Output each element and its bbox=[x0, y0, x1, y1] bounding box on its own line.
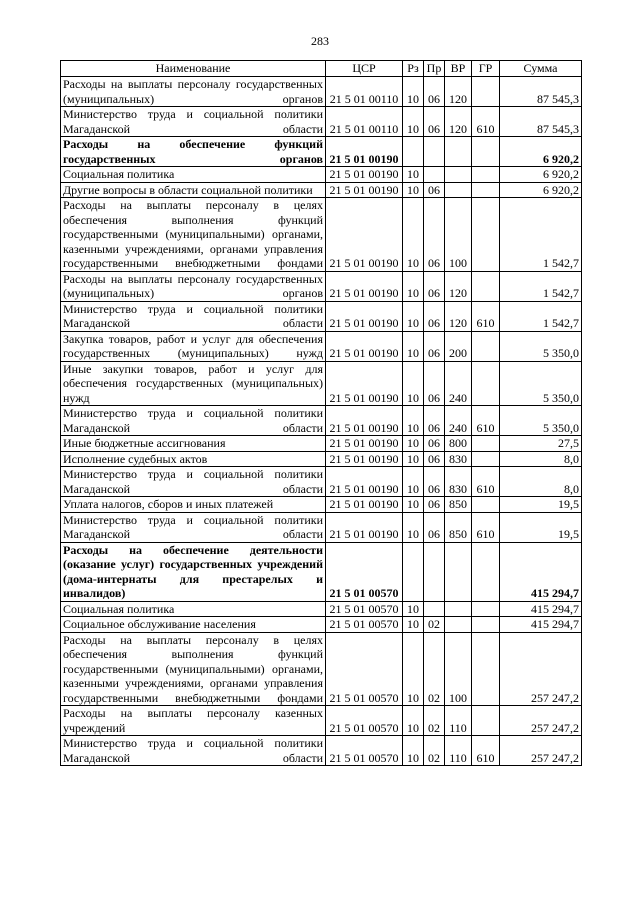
cell-pr: 06 bbox=[424, 451, 445, 467]
cell-rz: 10 bbox=[403, 77, 424, 107]
cell-sum: 19,5 bbox=[500, 497, 582, 513]
cell-sum: 87 545,3 bbox=[500, 107, 582, 137]
cell-rz: 10 bbox=[403, 632, 424, 706]
cell-rz: 10 bbox=[403, 167, 424, 183]
table-row bbox=[61, 361, 582, 406]
cell-name: Иные закупки товаров, работ и услуг для обеспечения государственных (муниципальных) нужд bbox=[61, 361, 326, 406]
cell-csr: 21 5 01 00190 bbox=[326, 137, 403, 167]
cell-sum: 6 920,2 bbox=[500, 182, 582, 198]
cell-csr: 21 5 01 00570 bbox=[326, 617, 403, 633]
cell-pr: 02 bbox=[424, 632, 445, 706]
cell-sum: 1 542,7 bbox=[500, 198, 582, 272]
cell-gr bbox=[472, 137, 500, 167]
cell-vr bbox=[445, 137, 472, 167]
cell-name: Исполнение судебных актов bbox=[61, 451, 326, 467]
table-row bbox=[61, 542, 582, 601]
cell-name: Расходы на выплаты персоналу казенных учреждений bbox=[61, 706, 326, 736]
cell-pr: 06 bbox=[424, 467, 445, 497]
table-row bbox=[61, 467, 582, 497]
cell-pr: 06 bbox=[424, 182, 445, 198]
cell-sum: 19,5 bbox=[500, 512, 582, 542]
cell-name: Министерство труда и социальной политики Магаданской области bbox=[61, 406, 326, 436]
cell-csr: 21 5 01 00110 bbox=[326, 107, 403, 137]
cell-name: Расходы на выплаты персоналу в целях обеспечения выполнения функций государственными (муниципальными) органами, казенными учреждениями, органами управления государственными внебюджетными фондами bbox=[61, 198, 326, 272]
cell-gr bbox=[472, 601, 500, 617]
cell-vr: 800 bbox=[445, 436, 472, 452]
cell-sum: 5 350,0 bbox=[500, 331, 582, 361]
cell-vr: 850 bbox=[445, 512, 472, 542]
cell-gr bbox=[472, 436, 500, 452]
cell-sum: 1 542,7 bbox=[500, 301, 582, 331]
cell-sum: 257 247,2 bbox=[500, 736, 582, 766]
cell-sum: 257 247,2 bbox=[500, 632, 582, 706]
table-row bbox=[61, 617, 582, 633]
table-row bbox=[61, 512, 582, 542]
cell-rz: 10 bbox=[403, 736, 424, 766]
cell-vr: 240 bbox=[445, 361, 472, 406]
cell-rz: 10 bbox=[403, 198, 424, 272]
cell-csr: 21 5 01 00570 bbox=[326, 706, 403, 736]
cell-pr: 02 bbox=[424, 736, 445, 766]
cell-sum: 415 294,7 bbox=[500, 542, 582, 601]
column-header-vr: ВР bbox=[445, 61, 472, 77]
cell-rz: 10 bbox=[403, 331, 424, 361]
cell-rz bbox=[403, 542, 424, 601]
table-row bbox=[61, 167, 582, 183]
cell-gr: 610 bbox=[472, 301, 500, 331]
budget-table bbox=[60, 60, 582, 766]
table-row bbox=[61, 198, 582, 272]
cell-pr: 06 bbox=[424, 271, 445, 301]
cell-gr bbox=[472, 331, 500, 361]
table-body bbox=[61, 77, 582, 766]
cell-name: Министерство труда и социальной политики Магаданской области bbox=[61, 512, 326, 542]
cell-gr bbox=[472, 617, 500, 633]
cell-sum: 8,0 bbox=[500, 467, 582, 497]
cell-pr: 02 bbox=[424, 617, 445, 633]
cell-name: Социальная политика bbox=[61, 601, 326, 617]
cell-name: Иные бюджетные ассигнования bbox=[61, 436, 326, 452]
cell-csr: 21 5 01 00190 bbox=[326, 331, 403, 361]
cell-pr: 06 bbox=[424, 301, 445, 331]
cell-pr bbox=[424, 601, 445, 617]
table-row bbox=[61, 736, 582, 766]
cell-vr: 120 bbox=[445, 77, 472, 107]
page-number: 283 bbox=[311, 34, 329, 48]
cell-rz: 10 bbox=[403, 512, 424, 542]
cell-name: Закупка товаров, работ и услуг для обеспечения государственных (муниципальных) нужд bbox=[61, 331, 326, 361]
cell-vr bbox=[445, 601, 472, 617]
table-row bbox=[61, 436, 582, 452]
cell-name: Уплата налогов, сборов и иных платежей bbox=[61, 497, 326, 513]
cell-gr bbox=[472, 497, 500, 513]
cell-pr bbox=[424, 167, 445, 183]
table-row bbox=[61, 271, 582, 301]
cell-pr: 06 bbox=[424, 497, 445, 513]
cell-csr: 21 5 01 00190 bbox=[326, 271, 403, 301]
cell-rz: 10 bbox=[403, 617, 424, 633]
cell-rz: 10 bbox=[403, 436, 424, 452]
cell-pr: 06 bbox=[424, 107, 445, 137]
cell-name: Расходы на выплаты персоналу государственных (муниципальных) органов bbox=[61, 271, 326, 301]
cell-csr: 21 5 01 00190 bbox=[326, 436, 403, 452]
cell-sum: 87 545,3 bbox=[500, 77, 582, 107]
cell-rz: 10 bbox=[403, 706, 424, 736]
cell-name: Расходы на обеспечение функций государственных органов bbox=[61, 137, 326, 167]
cell-vr bbox=[445, 167, 472, 183]
table-row bbox=[61, 77, 582, 107]
cell-rz: 10 bbox=[403, 301, 424, 331]
cell-name: Министерство труда и социальной политики Магаданской области bbox=[61, 107, 326, 137]
cell-vr: 100 bbox=[445, 198, 472, 272]
column-header-name: Наименование bbox=[61, 61, 326, 77]
cell-csr: 21 5 01 00570 bbox=[326, 632, 403, 706]
cell-csr: 21 5 01 00190 bbox=[326, 451, 403, 467]
table-row bbox=[61, 301, 582, 331]
cell-csr: 21 5 01 00110 bbox=[326, 77, 403, 107]
cell-gr bbox=[472, 271, 500, 301]
cell-gr bbox=[472, 632, 500, 706]
cell-vr bbox=[445, 542, 472, 601]
column-header-sum: Сумма bbox=[500, 61, 582, 77]
cell-vr: 200 bbox=[445, 331, 472, 361]
cell-pr: 06 bbox=[424, 198, 445, 272]
cell-vr: 120 bbox=[445, 271, 472, 301]
cell-vr: 110 bbox=[445, 736, 472, 766]
cell-rz: 10 bbox=[403, 451, 424, 467]
cell-csr: 21 5 01 00570 bbox=[326, 542, 403, 601]
cell-vr: 120 bbox=[445, 107, 472, 137]
cell-pr: 06 bbox=[424, 331, 445, 361]
cell-csr: 21 5 01 00190 bbox=[326, 406, 403, 436]
cell-gr bbox=[472, 167, 500, 183]
cell-rz: 10 bbox=[403, 271, 424, 301]
table-row bbox=[61, 107, 582, 137]
cell-sum: 415 294,7 bbox=[500, 601, 582, 617]
column-header-pr: Пр bbox=[424, 61, 445, 77]
cell-sum: 257 247,2 bbox=[500, 706, 582, 736]
table-row bbox=[61, 137, 582, 167]
cell-pr: 06 bbox=[424, 512, 445, 542]
cell-sum: 8,0 bbox=[500, 451, 582, 467]
table-row bbox=[61, 406, 582, 436]
cell-csr: 21 5 01 00190 bbox=[326, 182, 403, 198]
cell-pr: 06 bbox=[424, 436, 445, 452]
cell-pr bbox=[424, 137, 445, 167]
cell-pr bbox=[424, 542, 445, 601]
table-row bbox=[61, 601, 582, 617]
cell-gr bbox=[472, 451, 500, 467]
cell-sum: 1 542,7 bbox=[500, 271, 582, 301]
cell-gr: 610 bbox=[472, 406, 500, 436]
cell-name: Министерство труда и социальной политики Магаданской области bbox=[61, 301, 326, 331]
cell-rz: 10 bbox=[403, 182, 424, 198]
cell-gr: 610 bbox=[472, 467, 500, 497]
cell-csr: 21 5 01 00190 bbox=[326, 167, 403, 183]
cell-gr: 610 bbox=[472, 512, 500, 542]
cell-csr: 21 5 01 00190 bbox=[326, 198, 403, 272]
cell-rz: 10 bbox=[403, 361, 424, 406]
cell-vr: 120 bbox=[445, 301, 472, 331]
cell-csr: 21 5 01 00190 bbox=[326, 497, 403, 513]
table-row bbox=[61, 451, 582, 467]
cell-rz: 10 bbox=[403, 601, 424, 617]
table-row bbox=[61, 182, 582, 198]
cell-csr: 21 5 01 00190 bbox=[326, 467, 403, 497]
table-row bbox=[61, 497, 582, 513]
cell-gr: 610 bbox=[472, 107, 500, 137]
cell-vr: 110 bbox=[445, 706, 472, 736]
cell-gr: 610 bbox=[472, 736, 500, 766]
cell-vr: 830 bbox=[445, 467, 472, 497]
table-row bbox=[61, 706, 582, 736]
cell-name: Расходы на выплаты персоналу в целях обеспечения выполнения функций государственными (муниципальными) органами, казенными учреждениями, органами управления государственными внебюджетными фондами bbox=[61, 632, 326, 706]
cell-csr: 21 5 01 00190 bbox=[326, 361, 403, 406]
cell-name: Социальное обслуживание населения bbox=[61, 617, 326, 633]
cell-name: Другие вопросы в области социальной политики bbox=[61, 182, 326, 198]
cell-pr: 06 bbox=[424, 77, 445, 107]
cell-rz: 10 bbox=[403, 406, 424, 436]
cell-sum: 5 350,0 bbox=[500, 361, 582, 406]
cell-vr bbox=[445, 182, 472, 198]
cell-csr: 21 5 01 00190 bbox=[326, 301, 403, 331]
cell-gr bbox=[472, 182, 500, 198]
cell-gr bbox=[472, 198, 500, 272]
cell-name: Социальная политика bbox=[61, 167, 326, 183]
cell-name: Министерство труда и социальной политики Магаданской области bbox=[61, 467, 326, 497]
table-row bbox=[61, 632, 582, 706]
cell-rz: 10 bbox=[403, 497, 424, 513]
table-row bbox=[61, 331, 582, 361]
cell-vr: 240 bbox=[445, 406, 472, 436]
cell-csr: 21 5 01 00570 bbox=[326, 601, 403, 617]
column-header-gr: ГР bbox=[472, 61, 500, 77]
table-header-row bbox=[61, 61, 582, 77]
cell-name: Расходы на обеспечение деятельности (оказание услуг) государственных учреждений (дома-интернаты для престарелых и инвалидов) bbox=[61, 542, 326, 601]
cell-sum: 6 920,2 bbox=[500, 137, 582, 167]
cell-vr bbox=[445, 617, 472, 633]
cell-sum: 6 920,2 bbox=[500, 167, 582, 183]
cell-csr: 21 5 01 00570 bbox=[326, 736, 403, 766]
cell-name: Расходы на выплаты персоналу государственных (муниципальных) органов bbox=[61, 77, 326, 107]
cell-csr: 21 5 01 00190 bbox=[326, 512, 403, 542]
cell-vr: 100 bbox=[445, 632, 472, 706]
column-header-csr: ЦСР bbox=[326, 61, 403, 77]
column-header-rz: Рз bbox=[403, 61, 424, 77]
cell-gr bbox=[472, 361, 500, 406]
cell-sum: 5 350,0 bbox=[500, 406, 582, 436]
cell-rz: 10 bbox=[403, 107, 424, 137]
cell-pr: 02 bbox=[424, 706, 445, 736]
cell-gr bbox=[472, 706, 500, 736]
cell-gr bbox=[472, 542, 500, 601]
cell-pr: 06 bbox=[424, 406, 445, 436]
cell-vr: 830 bbox=[445, 451, 472, 467]
cell-rz bbox=[403, 137, 424, 167]
cell-rz: 10 bbox=[403, 467, 424, 497]
cell-sum: 27,5 bbox=[500, 436, 582, 452]
cell-pr: 06 bbox=[424, 361, 445, 406]
cell-name: Министерство труда и социальной политики Магаданской области bbox=[61, 736, 326, 766]
cell-gr bbox=[472, 77, 500, 107]
cell-vr: 850 bbox=[445, 497, 472, 513]
cell-sum: 415 294,7 bbox=[500, 617, 582, 633]
